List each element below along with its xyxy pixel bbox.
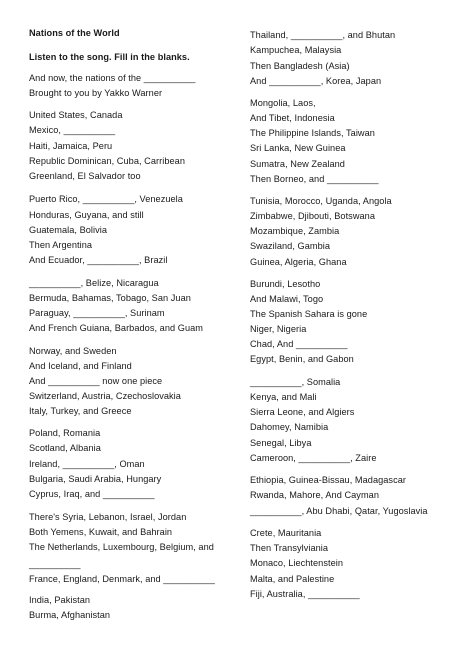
lyric-line: Guatemala, Bolivia xyxy=(29,225,108,235)
lyric-line: France, England, Denmark, and __________ xyxy=(29,574,215,584)
lyric-line: Ethiopia, Guinea-Bissau, Madagascar xyxy=(250,475,406,485)
lyric-line: There's Syria, Lebanon, Israel, Jordan xyxy=(29,512,187,522)
lyric-line: Norway, and Sweden xyxy=(29,346,117,356)
lyric-line: And now, the nations of the __________ xyxy=(29,73,196,83)
lyric-line: Greenland, El Salvador too xyxy=(29,171,141,181)
lyric-line: Poland, Romania xyxy=(29,428,101,438)
lyric-line: And __________, Korea, Japan xyxy=(250,76,382,86)
page-title: Nations of the World xyxy=(29,28,120,38)
lyric-line: Honduras, Guyana, and still xyxy=(29,210,144,220)
lyric-line: And Tibet, Indonesia xyxy=(250,113,335,123)
lyric-line: Italy, Turkey, and Greece xyxy=(29,406,132,416)
lyric-line: Burundi, Lesotho xyxy=(250,279,321,289)
lyric-line: Mexico, __________ xyxy=(29,125,116,135)
lyric-line: Swaziland, Gambia xyxy=(250,241,331,251)
lyric-line: __________, Belize, Nicaragua xyxy=(29,278,159,288)
lyric-line: Tunisia, Morocco, Uganda, Angola xyxy=(250,196,392,206)
lyric-line: Puerto Rico, __________, Venezuela xyxy=(29,194,183,204)
lyric-line: Mongolia, Laos, xyxy=(250,98,316,108)
lyric-line: The Spanish Sahara is gone xyxy=(250,309,368,319)
lyric-line: Then Bangladesh (Asia) xyxy=(250,61,350,71)
lyric-line: The Philippine Islands, Taiwan xyxy=(250,128,375,138)
lyric-line: Crete, Mauritania xyxy=(250,528,322,538)
lyric-line: Dahomey, Namibia xyxy=(250,422,329,432)
lyric-line: And French Guiana, Barbados, and Guam xyxy=(29,323,203,333)
lyric-line: Switzerland, Austria, Czechoslovakia xyxy=(29,391,181,401)
lyric-line: Then Borneo, and __________ xyxy=(250,174,379,184)
lyric-line: Guinea, Algeria, Ghana xyxy=(250,257,347,267)
lyric-line: India, Pakistan xyxy=(29,595,91,605)
lyric-line: Egypt, Benin, and Gabon xyxy=(250,354,354,364)
lyric-line: Then Transylviania xyxy=(250,543,329,553)
lyric-line: The Netherlands, Luxembourg, Belgium, and xyxy=(29,542,214,552)
lyric-line: Cyprus, Iraq, and __________ xyxy=(29,489,155,499)
lyric-line: Scotland, Albania xyxy=(29,443,101,453)
lyric-line: Ireland, __________, Oman xyxy=(29,459,145,469)
lyric-line: Thailand, __________, and Bhutan xyxy=(250,30,396,40)
lyric-line: Zimbabwe, Djibouti, Botswana xyxy=(250,211,375,221)
lyric-line: Republic Dominican, Cuba, Carribean xyxy=(29,156,185,166)
lyric-line: Then Argentina xyxy=(29,240,93,250)
lyric-line: Bermuda, Bahamas, Tobago, San Juan xyxy=(29,293,191,303)
lyric-line: Senegal, Libya xyxy=(250,438,312,448)
lyric-line: Burma, Afghanistan xyxy=(29,610,111,620)
lyric-line: And Iceland, and Finland xyxy=(29,361,132,371)
lyric-line: United States, Canada xyxy=(29,110,123,120)
lyric-line: __________, Abu Dhabi, Qatar, Yugoslavia xyxy=(250,506,428,516)
lyric-line: __________, Somalia xyxy=(250,377,341,387)
lyric-line: Mozambique, Zambia xyxy=(250,226,340,236)
lyric-line: Malta, and Palestine xyxy=(250,574,335,584)
lyric-line: Sumatra, New Zealand xyxy=(250,159,345,169)
lyric-line: And Ecuador, __________, Brazil xyxy=(29,255,168,265)
lyric-line: Haiti, Jamaica, Peru xyxy=(29,141,113,151)
lyric-line: Sri Lanka, New Guinea xyxy=(250,143,346,153)
lyric-line: Cameroon, __________, Zaire xyxy=(250,453,377,463)
lyric-line: Sierra Leone, and Algiers xyxy=(250,407,355,417)
lyric-line: Kenya, and Mali xyxy=(250,392,317,402)
lyric-line: Fiji, Australia, __________ xyxy=(250,589,360,599)
lyric-line: Kampuchea, Malaysia xyxy=(250,45,342,55)
lyric-line: And __________ now one piece xyxy=(29,376,163,386)
instruction: Listen to the song. Fill in the blanks. xyxy=(29,52,190,62)
lyric-line: Bulgaria, Saudi Arabia, Hungary xyxy=(29,474,162,484)
lyric-line: Both Yemens, Kuwait, and Bahrain xyxy=(29,527,173,537)
lyric-line: __________ xyxy=(29,559,81,569)
lyric-line: Monaco, Liechtenstein xyxy=(250,558,343,568)
lyric-line: Brought to you by Yakko Warner xyxy=(29,88,163,98)
lyric-line: Chad, And __________ xyxy=(250,339,348,349)
lyric-line: Paraguay, __________, Surinam xyxy=(29,308,165,318)
lyric-line: And Malawi, Togo xyxy=(250,294,324,304)
lyric-line: Niger, Nigeria xyxy=(250,324,307,334)
lyric-line: Rwanda, Mahore, And Cayman xyxy=(250,490,379,500)
